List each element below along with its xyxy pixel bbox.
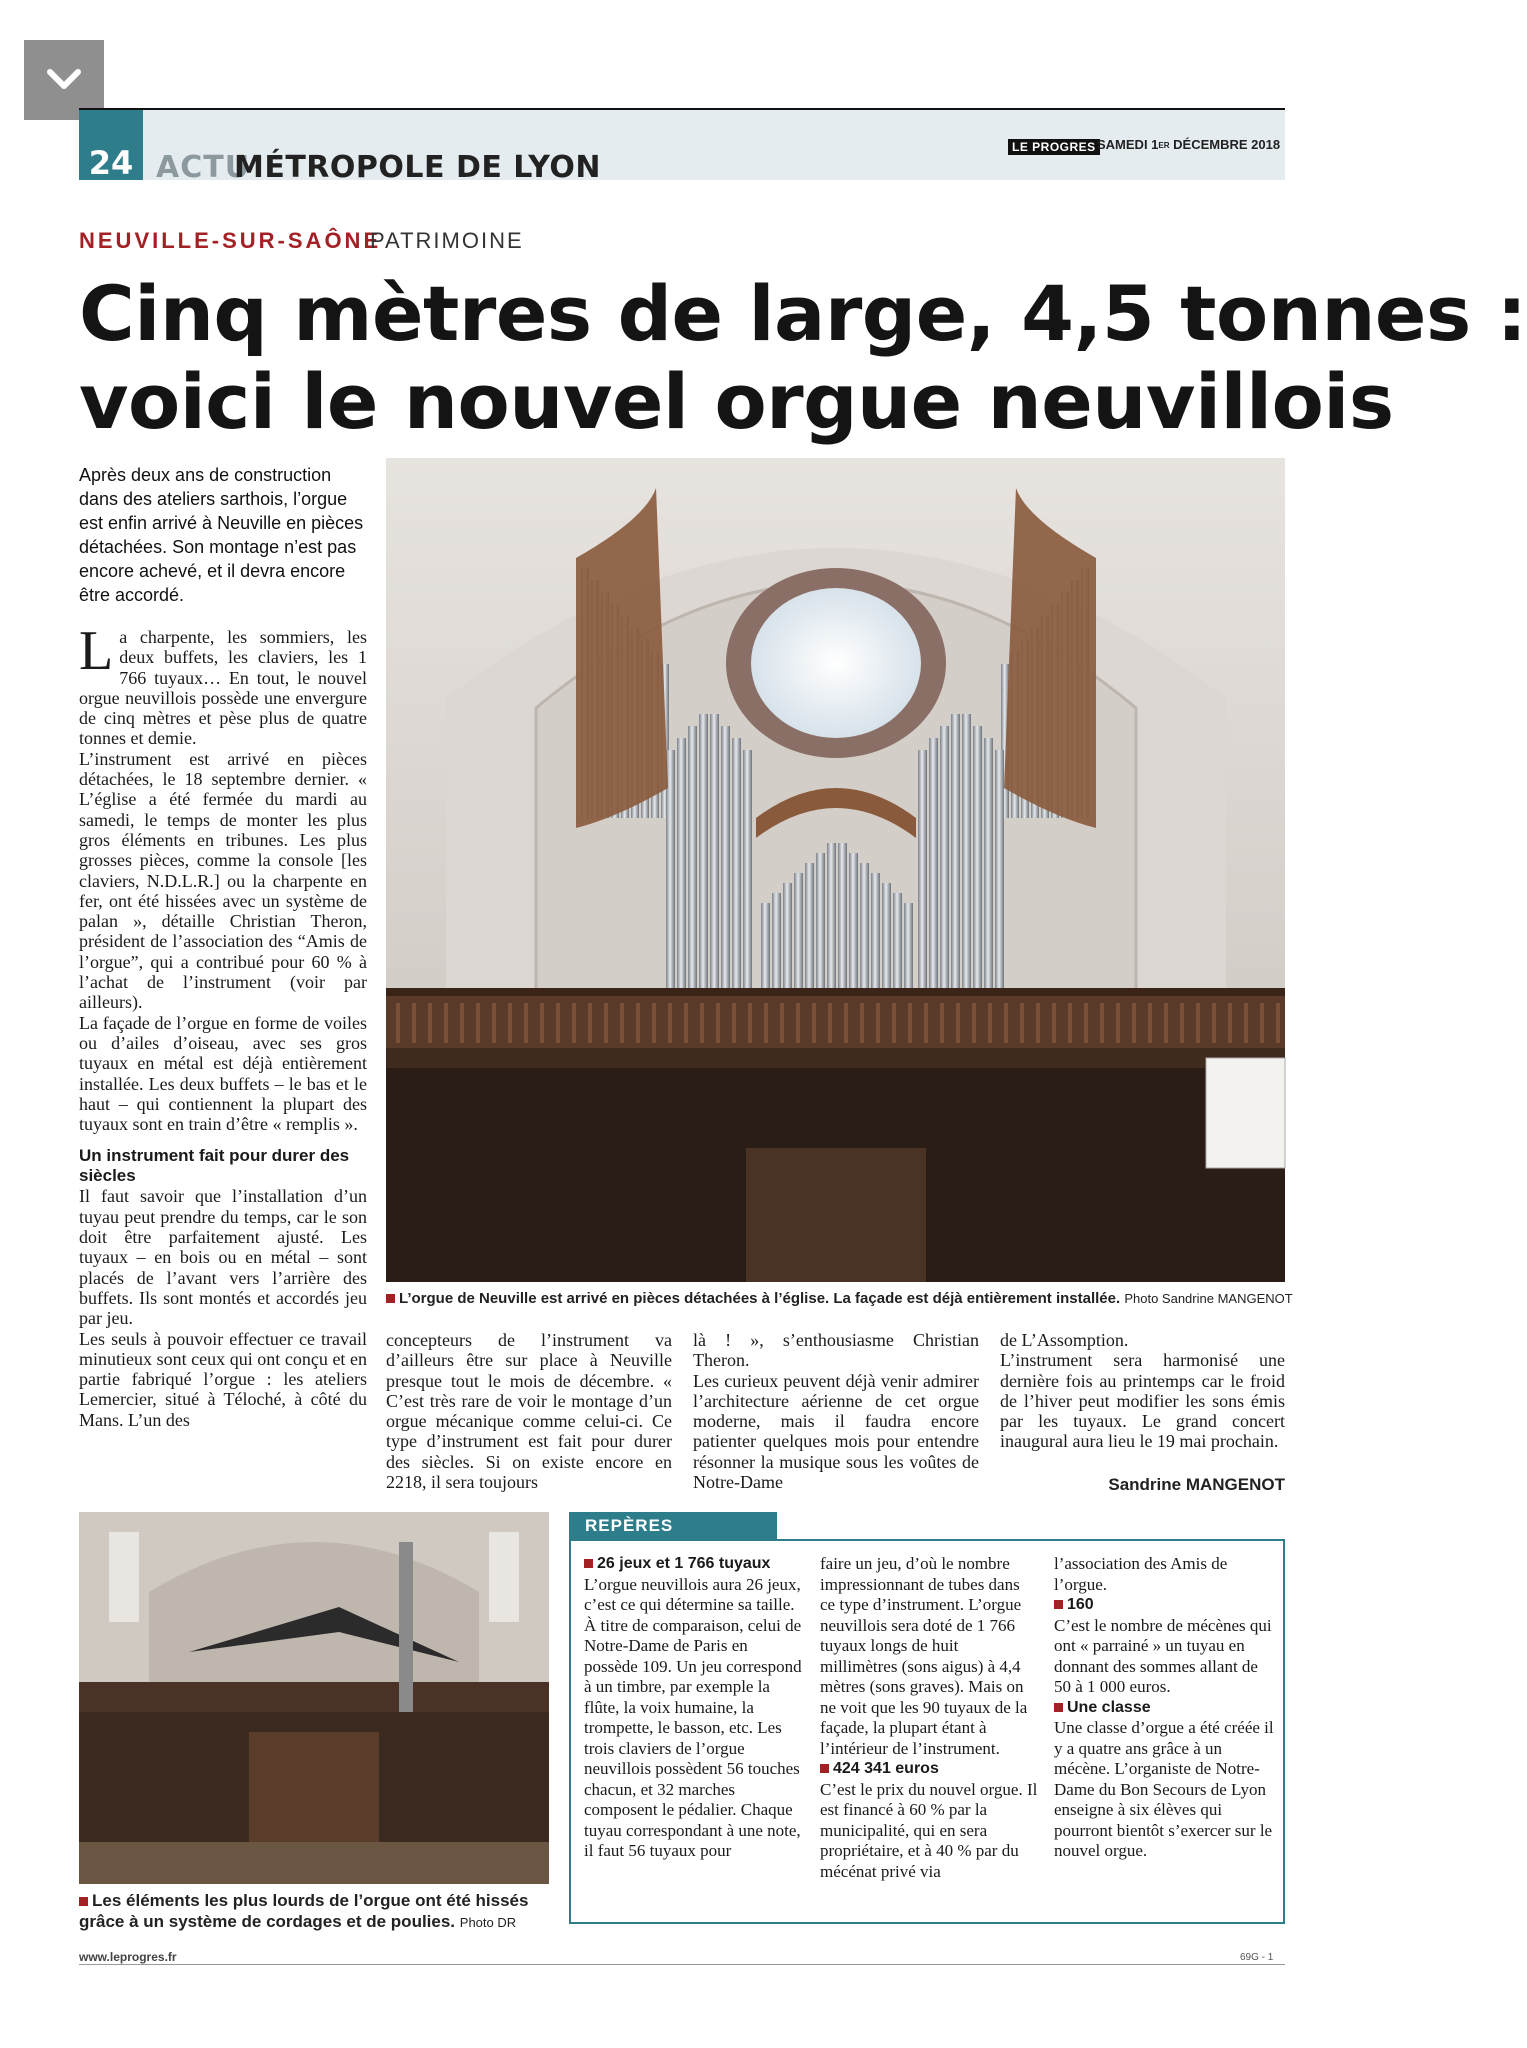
reperes-text: Une classe d’orgue a été créée il y a quatre ans grâce à un mécène. L’organiste de Notre-Dame du Bon Secours de Lyon enseigne à six élèves qui pourront bientôt s’exercer sur le nouvel orgue. (1054, 1718, 1274, 1860)
body-column-3 (693, 1330, 979, 1492)
standfirst: Après deux ans de construction dans des ateliers sarthois, l’orgue est enfin arrivé à Neuville en pièces détachées. Son montage n’est pas encore achevé, et il devra encore être accordé. (79, 465, 364, 605)
footer-url: www.leprogres.fr (79, 1950, 177, 1964)
masthead-logo: LE PROGRES (1008, 139, 1100, 155)
paragraph: Les curieux peuvent déjà venir admirer l’architecture aérienne de cet orgue moderne, mais il faudra encore patienter quelques mois pour entendre résonner la musique sous les voûtes de Notre-Dame (693, 1370, 979, 1493)
drop-cap: L (79, 620, 114, 682)
paragraph: Il faut savoir que l’installation d’un tuyau peut prendre du temps, car le son doit être parfaitement ajusté. Les tuyaux – en bois ou en métal – sont placés de l’avant vers l’arrière des buffets. Ils sont montés et accordés jeu par jeu. (79, 1186, 367, 1329)
reperes-text: faire un jeu, d’où le nombre impressionnant de tubes dans ce type d’instrument. L’orgue neuvillois sera doté de 1 766 tuyaux longs de huit millimètres (sons aigus) à 4,4 mètres (sons graves). Mais on ne voit que les 90 tuyaux de la façade, la plupart étant à l’intérieur de l’instrument. (820, 1554, 1028, 1758)
reperes-column-2 (820, 1554, 1038, 1882)
paragraph: là ! », s’enthousiasme Christian Theron. (693, 1330, 979, 1371)
reperes-column-3 (1054, 1554, 1276, 1862)
footer-rule (79, 1964, 1285, 1965)
reperes-text: C’est le prix du nouvel orgue. Il est financé à 60 % par la municipalité, qui en sera propriétaire, et à 40 % par du mécénat privé via (820, 1779, 1038, 1881)
paragraph: La façade de l’orgue en forme de voiles ou d’ailes d’oiseau, avec ses gros tuyaux en métal est déjà entièrement installée. Les deux buffets – le bas et le haut – qui contiennent la plupart des tuyaux sont en train d’être « remplis ». (79, 1012, 367, 1135)
byline: Sandrine MANGENOT (1108, 1475, 1285, 1494)
reperes-heading: 424 341 euros (820, 1759, 1038, 1780)
photo-credit: Photo DR (459, 1915, 517, 1930)
reperes-column-1 (584, 1554, 802, 1862)
reperes-heading: 160 (1054, 1595, 1276, 1616)
page-number: 24 (88, 144, 134, 182)
kicker-location: NEUVILLE-SUR-SAÔNE (79, 228, 382, 253)
headline-line-2: voici le nouvel orgue neuvillois (79, 357, 1394, 446)
body-column-4 (1000, 1330, 1285, 1452)
organ-photo (386, 458, 1285, 1282)
body-column-2: concepteurs de l’instrument va d’ailleurs être sur place à Neuville presque tout le mois de décembre. « C’est très rare de voir le montage d’un orgue mécanique comme celui-ci. Ce type d’instrument est fait pour durer des siècles. Si on existe encore en 2218, il sera toujours (386, 1330, 672, 1493)
paragraph: La charpente, les sommiers, les deux buffets, les claviers, les 1 766 tuyaux… En tout, le nouvel orgue neuvillois possède une envergure de cinq mètres et pèse plus de quatre tonnes et demie. (79, 620, 367, 749)
church-interior-photo (79, 1512, 549, 1884)
issue-date: SAMEDI 1ER DÉCEMBRE 2018 (1097, 137, 1281, 152)
section-name: MÉTROPOLE DE LYON (234, 150, 602, 185)
headline (79, 269, 1527, 446)
page-code: 69G - 1 (1240, 1952, 1274, 1963)
reperes-heading: 26 jeux et 1 766 tuyaux (584, 1554, 802, 1575)
kicker-topic: PATRIMOINE (370, 228, 524, 253)
reperes-heading: Une classe (1054, 1698, 1276, 1719)
headline-line-1: Cinq mètres de large, 4,5 tonnes : (79, 269, 1527, 358)
chevron-down-icon (46, 66, 82, 94)
section-prefix: ACTU (156, 150, 251, 185)
main-photo-caption: L’orgue de Neuville est arrivé en pièces détachées à l’église. La façade est déjà entièrement installée. Photo Sandrine MANGENOT (386, 1290, 1285, 1308)
caption-marker (386, 1294, 395, 1303)
body-column-1 (79, 620, 367, 1430)
paragraph: L’instrument sera harmonisé une dernière fois au printemps car le froid de l’hiver peut modifier les sons émis par les tuyaux. Le grand concert inaugural aura lieu le 19 mai prochain. (1000, 1350, 1285, 1452)
paragraph: Les seuls à pouvoir effectuer ce travail minutieux sont ceux qui ont conçu et en partie fabriqué l’orgue : les ateliers Lemercier, situé à Téloché, à côté du Mans. L’un des (79, 1328, 367, 1430)
paragraph: de L’Assomption. (1000, 1330, 1129, 1350)
reperes-tab: REPÈRES (569, 1512, 777, 1540)
reperes-text: l’association des Amis de l’orgue. (1054, 1554, 1228, 1594)
subheading: Un instrument fait pour durer des siècles (79, 1146, 350, 1186)
caption-marker (79, 1897, 88, 1906)
second-photo-caption: Les éléments les plus lourds de l’orgue ont été hissés grâce à un système de cordages et de poulies. Photo DR (79, 1891, 529, 1931)
photo-credit: Photo Sandrine MANGENOT (1124, 1291, 1293, 1306)
reperes-text: C’est le nombre de mécènes qui ont « parrainé » un tuyau en donnant des sommes allant de 50 à 1 000 euros. (1054, 1615, 1272, 1696)
reperes-text: L’orgue neuvillois aura 26 jeux, c’est ce qui détermine sa taille. À titre de comparaison, celui de Notre-Dame de Paris en possède 109. Un jeu correspond à un timbre, par exemple la flûte, la voix humaine, la trompette, le basson, etc. Les trois claviers de l’orgue neuvillois possèdent 56 touches chacun, et 32 marches composent le pédalier. Chaque tuyau correspondant à une note, il faut 56 tuyaux pour (584, 1574, 802, 1860)
paragraph: L’instrument est arrivé en pièces détachées, le 18 septembre dernier. « L’église a été fermée du mardi au samedi, le temps de monter les plus gros éléments en tribunes. Les plus grosses pièces, comme la console [les claviers, N.D.L.R.] ou la charpente en fer, ont été hissées avec un système de palan », détaille Christian Theron, président de l’association des “Amis de l’orgue”, qui a contribué pour 60 % à l’achat de l’instrument (voir par ailleurs). (79, 748, 367, 1013)
